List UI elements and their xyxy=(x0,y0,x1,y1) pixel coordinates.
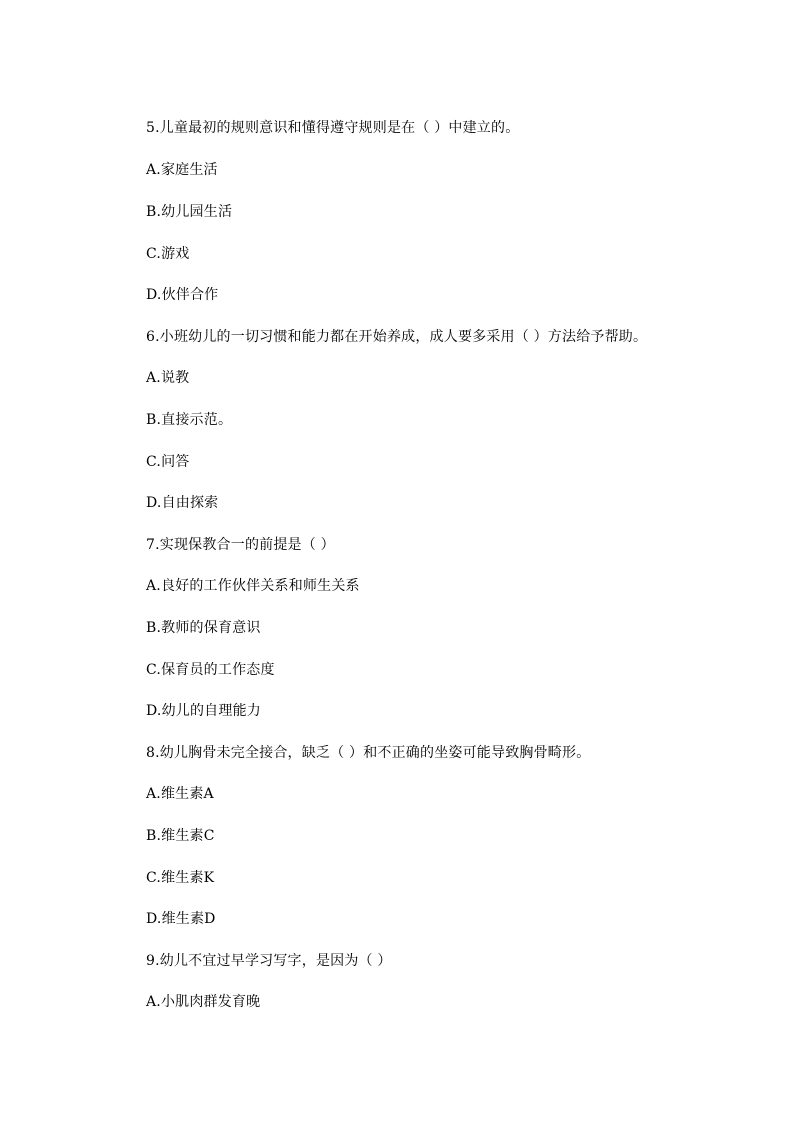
question-7-option-c: C.保育员的工作态度 xyxy=(146,662,275,678)
question-9-stem: 9.幼儿不宜过早学习写字，是因为（ ） xyxy=(146,953,392,969)
question-9-option-a: A.小肌肉群发育晚 xyxy=(146,994,261,1010)
question-5-option-b: B.幼儿园生活 xyxy=(146,204,233,220)
question-5-option-a: A.家庭生活 xyxy=(146,162,218,178)
question-8-stem: 8.幼儿胸骨未完全接合，缺乏（ ）和不正确的坐姿可能导致胸骨畸形。 xyxy=(146,745,591,761)
question-8-option-d: D.维生素D xyxy=(146,911,216,927)
question-7-stem: 7.实现保教合一的前提是（ ） xyxy=(146,537,335,553)
question-6-stem: 6.小班幼儿的一切习惯和能力都在开始养成，成人要多采用（ ）方法给予帮助。 xyxy=(146,329,648,345)
question-7-option-a: A.良好的工作伙伴关系和师生关系 xyxy=(146,578,360,594)
question-7-option-d: D.幼儿的自理能力 xyxy=(146,703,261,719)
question-5-option-d: D.伙伴合作 xyxy=(146,287,219,303)
question-5-stem: 5.儿童最初的规则意识和懂得遵守规则是在（ ）中建立的。 xyxy=(146,120,520,136)
question-6-option-b: B.直接示范。 xyxy=(146,412,233,428)
question-7-option-b: B.教师的保育意识 xyxy=(146,620,261,636)
question-6-option-c: C.问答 xyxy=(146,454,190,470)
question-6-option-d: D.自由探索 xyxy=(146,495,219,511)
question-8-option-a: A.维生素A xyxy=(146,786,214,802)
question-5-option-c: C.游戏 xyxy=(146,246,190,262)
question-6-option-a: A.说教 xyxy=(146,370,190,386)
question-8-option-c: C.维生素K xyxy=(146,870,215,886)
question-8-option-b: B.维生素C xyxy=(146,828,215,844)
